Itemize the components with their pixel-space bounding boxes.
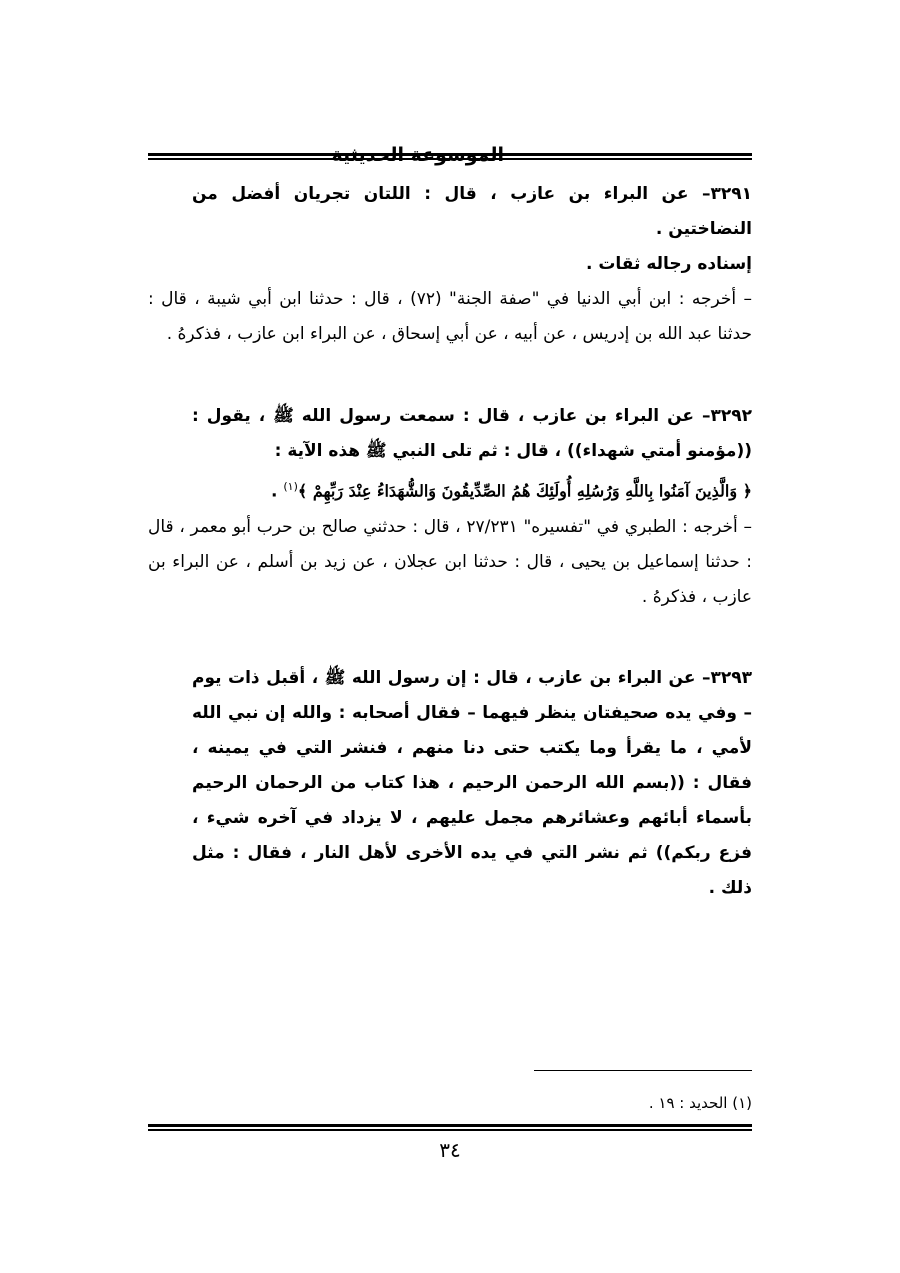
hadith-3291-grading: إسناده رجاله ثقات . [585, 254, 752, 274]
hadith-3292 [148, 399, 752, 615]
hadith-3292-text: ٣٢٩٢– عن البراء بن عازب ، قال : سمعت رسول الله ﷺ ، يقول : ((مؤمنو أمتي شهداء)) ، قال : ثم تلى النبي ﷺ هذه الآية : [192, 406, 752, 461]
page-number: ٣٤ [439, 1138, 461, 1162]
hadith-3292-takhrij: – أخرجه : الطبري في "تفسيره" ٢٧/٢٣١ ، قال : حدثني صالح بن حرب أبو معمر ، قال : حدثنا إسماعيل بن يحيى ، قال : حدثنا ابن عجلان ، عن زيد بن أسلم ، عن البراء بن عازب ، فذكرهُ . [148, 516, 752, 607]
header-rule-left [148, 153, 533, 160]
running-header [148, 140, 752, 170]
section-gap [148, 352, 752, 399]
hadith-3293 [148, 661, 752, 906]
quran-verse: ﴿ وَالَّذِينَ آمَنُوا بِاللَّهِ وَرُسُلِهِ أُولَئِكَ هُمُ الصِّدِّيقُونَ وَالشُّهَدَاءُ عِنْدَ رَبِّهِمْ ﴾ [297, 481, 752, 501]
book-page [148, 0, 752, 1273]
footnote-1: (١) الحديد : ١٩ . [648, 1094, 752, 1112]
hadith-3293-text: ٣٢٩٣– عن البراء بن عازب ، قال : إن رسول الله ﷺ ، أقبل ذات يوم – وفي يده صحيفتان ينظر فيهما – فقال أصحابه : والله إن نبي الله لأمي ، ما يقرأ وما يكتب حتى دنا منهم ، فنشر التي في يمينه ، فقال : ((بسم الله الرحمن الرحيم ، هذا كتاب من الرحمان الرحيم بأسماء أبائهم وعشائرهم مجمل عليهم ، لا يزداد في آخره شيء ، فزع ربكم)) ثم نشر التي في يده الأخرى لأهل النار ، فقال : مثل ذلك . [192, 667, 752, 898]
footnote-separator [534, 1070, 752, 1071]
bottom-rule [148, 1124, 752, 1131]
header-rule-right [514, 153, 752, 160]
header-title: الموسوعة الحديثية [331, 144, 504, 166]
verse-end: . [270, 481, 284, 502]
hadith-3291 [148, 177, 752, 352]
page-content [148, 177, 752, 906]
footnote-marker[interactable]: (١) [283, 480, 298, 493]
hadith-3291-text: ٣٢٩١– عن البراء بن عازب ، قال : اللتان تجريان أفضل من النضاختين . [192, 184, 752, 239]
section-gap [148, 615, 752, 661]
hadith-3292-verse-line [192, 469, 752, 510]
hadith-3291-takhrij: – أخرجه : ابن أبي الدنيا في "صفة الجنة" (٧٢) ، قال : حدثنا ابن أبي شيبة ، قال : حدثنا عبد الله بن إدريس ، عن أبيه ، عن أبي إسحاق ، عن البراء ابن عازب ، فذكرهُ . [148, 289, 752, 344]
